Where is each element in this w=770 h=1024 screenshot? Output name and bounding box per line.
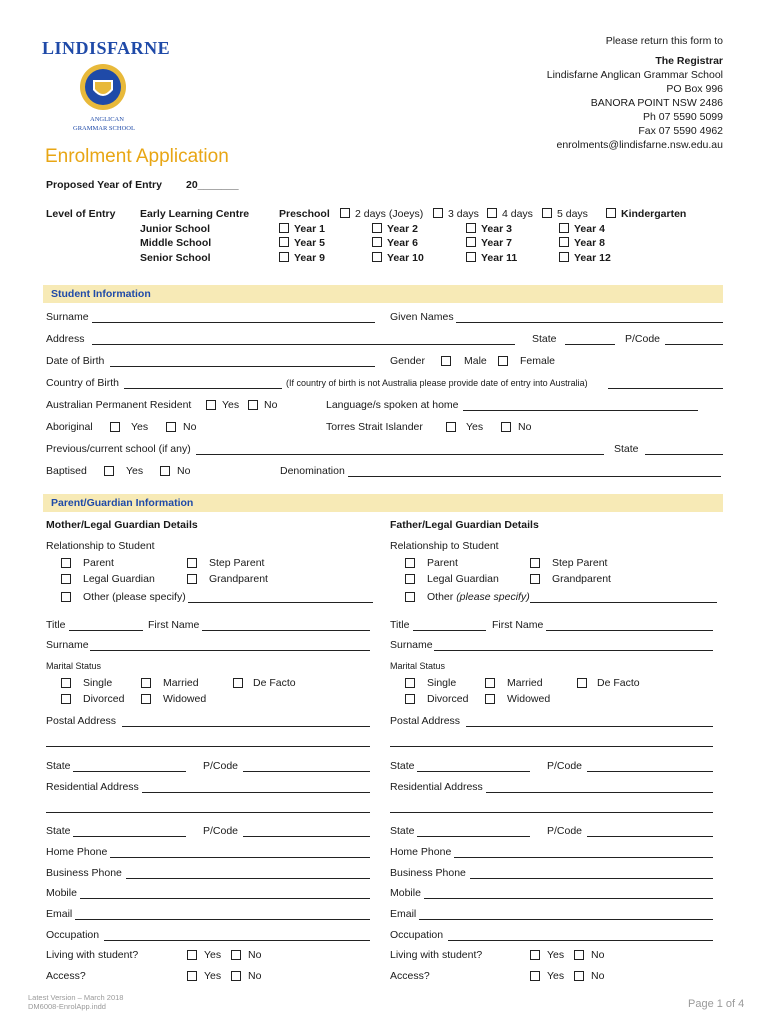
logo-wordmark: LINDISFARNE [42,38,171,58]
checkbox[interactable] [372,252,382,262]
option-year10[interactable] [372,252,424,264]
checkbox[interactable] [466,252,476,262]
option-year6[interactable] [372,237,418,249]
preschool-label: Preschool [279,208,330,220]
father-occupation-field[interactable] [448,940,713,941]
widowed-label: Widowed [163,693,207,705]
surname-label: Surname [46,311,89,323]
pcode-label: P/Code [547,760,583,772]
yes-label: Yes [204,970,222,982]
pcode-label: P/Code [547,825,583,837]
divorced-label: Divorced [427,693,469,705]
torres-label: Torres Strait Islander [326,421,423,433]
option-3days[interactable] [433,208,479,220]
father-first-name-field[interactable] [546,630,713,631]
female-label: Female [520,355,556,367]
no-label: No [264,399,278,411]
logo-sub1: ANGLICAN [90,116,124,123]
section-title: Student Information [51,288,151,300]
language-label: Language/s spoken at home [326,399,459,411]
address-field[interactable] [92,344,515,345]
language-field[interactable] [463,410,698,411]
yes-label: Yes [222,399,240,411]
checkbox[interactable] [542,208,552,218]
mother-heading: Mother/Legal Guardian Details [46,519,198,531]
option-year1[interactable] [279,223,325,235]
option-year2[interactable] [372,223,418,235]
aboriginal-no-checkbox[interactable] [166,422,176,432]
father-widowed-checkbox[interactable] [485,694,495,704]
surname-label: Surname [46,639,89,651]
state-field[interactable] [565,344,615,345]
option-label: Year 6 [387,237,418,249]
mother-occupation-field[interactable] [104,940,370,941]
surname-field[interactable] [92,322,375,323]
option-year4[interactable] [559,223,605,235]
torres-no-checkbox[interactable] [501,422,511,432]
father-divorced-checkbox[interactable] [405,694,415,704]
father-access-yes-checkbox[interactable] [530,971,540,981]
mother-home-phone-field[interactable] [110,857,370,858]
perm-resident-label: Australian Permanent Resident [46,399,192,411]
other-text: Other [427,591,457,603]
no-label: No [591,970,605,982]
level-middle: Middle School [140,237,212,249]
first-name-label: First Name [492,619,544,631]
father-access-no-checkbox[interactable] [574,971,584,981]
student-info-heading [43,285,723,303]
option-year8[interactable] [559,237,605,249]
living-label: Living with student? [390,949,483,961]
option-label: 4 days [502,208,533,220]
business-phone-label: Business Phone [46,867,122,879]
return-note: Please return this form to [605,35,723,47]
married-label: Married [507,677,543,689]
option-label: Year 4 [574,223,605,235]
checkbox[interactable] [372,223,382,233]
occupation-label: Occupation [390,929,444,941]
yes-label: Yes [126,465,144,477]
yes-label: Yes [547,970,565,982]
no-label: No [183,421,197,433]
father-living-no-checkbox[interactable] [574,950,584,960]
email-link[interactable]: enrolments@lindisfarne.nsw.edu.au [556,139,723,151]
recipient: The Registrar [655,55,723,67]
other-italic: (please specify) [456,591,530,603]
gender-label: Gender [390,355,426,367]
mother-access-no-checkbox[interactable] [231,971,241,981]
address-line1: Lindisfarne Anglican Grammar School [546,69,723,81]
father-home-phone-field[interactable] [454,857,713,858]
widowed-label: Widowed [507,693,551,705]
grandparent-label: Grandparent [552,573,611,585]
mother-email-field[interactable] [75,919,370,920]
option-label: Year 8 [574,237,605,249]
mother-step-parent-checkbox[interactable] [187,558,197,568]
other-label: Other (please specify) [83,591,186,603]
father-business-phone-field[interactable] [470,878,713,879]
checkbox[interactable] [466,237,476,247]
logo-sub2: GRAMMAR SCHOOL [73,125,135,132]
option-label: Year 1 [294,223,325,235]
father-pcode2-field[interactable] [587,836,713,837]
year-of-entry-label: Proposed Year of Entry [46,179,162,191]
defacto-label: De Facto [253,677,296,689]
entry-date-field[interactable] [608,388,723,389]
yes-label: Yes [204,949,222,961]
option-5days[interactable] [542,208,588,220]
checkbox[interactable] [340,208,350,218]
male-label: Male [464,355,487,367]
father-living-yes-checkbox[interactable] [530,950,540,960]
marital-label: Marital Status [390,661,446,671]
father-grandparent-checkbox[interactable] [530,574,540,584]
step-parent-label: Step Parent [209,557,265,569]
checkbox[interactable] [372,237,382,247]
baptised-no-checkbox[interactable] [160,466,170,476]
mother-other-field[interactable] [188,602,373,603]
perm-res-no-checkbox[interactable] [248,400,258,410]
father-email-field[interactable] [419,919,713,920]
country-label: Country of Birth [46,377,119,389]
father-legal-guardian-checkbox[interactable] [405,574,415,584]
gender-male-checkbox[interactable] [441,356,451,366]
pcode-label: P/Code [203,825,239,837]
marital-label: Marital Status [46,661,102,671]
title-label: Title [390,619,410,631]
option-year7[interactable] [466,237,512,249]
no-label: No [248,970,262,982]
mother-surname-field[interactable] [90,650,370,651]
denomination-field[interactable] [348,476,721,477]
aboriginal-label: Aboriginal [46,421,93,433]
state-label: State [46,825,71,837]
address-label: Address [46,333,85,345]
first-name-label: First Name [148,619,200,631]
option-label: Year 12 [574,252,611,264]
option-year11[interactable] [466,252,517,264]
parent-info-heading [43,494,723,512]
crest-icon [78,62,128,112]
option-label: Year 11 [481,252,518,264]
pcode-field[interactable] [665,344,723,345]
given-names-label: Given Names [390,311,454,323]
checkbox[interactable] [487,208,497,218]
option-label: Year 7 [481,237,512,249]
father-state2-field[interactable] [417,836,530,837]
option-year3[interactable] [466,223,512,235]
mobile-label: Mobile [46,887,77,899]
mother-business-phone-field[interactable] [126,878,370,879]
mother-divorced-checkbox[interactable] [61,694,71,704]
legal-guardian-label: Legal Guardian [427,573,499,585]
home-phone-label: Home Phone [46,846,108,858]
aboriginal-yes-checkbox[interactable] [110,422,120,432]
email-label: Email [390,908,417,920]
state-label: State [390,760,415,772]
baptised-label: Baptised [46,465,87,477]
fax: Fax 07 5590 4962 [638,125,723,137]
option-year9[interactable] [279,252,325,264]
mother-postal-field[interactable] [122,726,370,727]
option-label: Year 10 [387,252,424,264]
legal-guardian-label: Legal Guardian [83,573,155,585]
page-number: Page 1 of 4 [688,998,745,1010]
option-label: 2 days (Joeys) [355,208,424,220]
checkbox[interactable] [466,223,476,233]
father-residential-field-2[interactable] [390,812,713,813]
defacto-label: De Facto [597,677,640,689]
business-phone-label: Business Phone [390,867,466,879]
option-label: 5 days [557,208,588,220]
section-title: Parent/Guardian Information [51,497,194,509]
father-other-checkbox[interactable] [405,592,415,602]
father-pcode-field[interactable] [587,771,713,772]
father-defacto-checkbox[interactable] [577,678,587,688]
postal-label: Postal Address [46,715,117,727]
surname-label: Surname [390,639,433,651]
address-line3: BANORA POINT NSW 2486 [590,97,723,109]
postal-label: Postal Address [390,715,461,727]
title-label: Title [46,619,66,631]
occupation-label: Occupation [46,929,100,941]
access-label: Access? [390,970,430,982]
prev-school-label: Previous/current school (if any) [46,443,191,455]
mother-state-field[interactable] [73,771,186,772]
married-label: Married [163,677,199,689]
option-year12[interactable] [559,252,611,264]
mother-residential-field-2[interactable] [46,812,370,813]
father-heading: Father/Legal Guardian Details [390,519,539,531]
mother-living-no-checkbox[interactable] [231,950,241,960]
father-married-checkbox[interactable] [485,678,495,688]
dob-field[interactable] [110,366,375,367]
checkbox[interactable] [559,223,569,233]
no-label: No [518,421,532,433]
baptised-yes-checkbox[interactable] [104,466,114,476]
father-parent-checkbox[interactable] [405,558,415,568]
single-label: Single [427,677,457,689]
mother-pcode-field[interactable] [243,771,370,772]
level-senior: Senior School [140,252,211,264]
father-step-parent-checkbox[interactable] [530,558,540,568]
checkbox[interactable] [559,252,569,262]
mother-postal-field-2[interactable] [46,746,370,747]
mother-living-yes-checkbox[interactable] [187,950,197,960]
option-year5[interactable] [279,237,325,249]
checkbox[interactable] [606,208,616,218]
step-parent-label: Step Parent [552,557,608,569]
parent-label: Parent [427,557,458,569]
prev-state-label: State [614,443,639,455]
mother-first-name-field[interactable] [202,630,370,631]
address-line2: PO Box 996 [666,83,723,95]
mother-widowed-checkbox[interactable] [141,694,151,704]
father-title-field[interactable] [413,630,486,631]
pcode-label: P/Code [625,333,661,345]
mother-title-field[interactable] [69,630,143,631]
no-label: No [591,949,605,961]
level-elc: Early Learning Centre [140,208,250,220]
given-names-field[interactable] [456,322,723,323]
checkbox[interactable] [279,223,289,233]
single-label: Single [83,677,113,689]
access-label: Access? [46,970,86,982]
divorced-label: Divorced [83,693,125,705]
footer-version: Latest Version – March 2018 [28,993,124,1002]
grandparent-label: Grandparent [209,573,268,585]
school-logo [40,38,170,138]
phone: Ph 07 5590 5099 [643,111,723,123]
parent-label: Parent [83,557,114,569]
torres-yes-checkbox[interactable] [446,422,456,432]
mother-parent-checkbox[interactable] [61,558,71,568]
mobile-label: Mobile [390,887,421,899]
mother-other-checkbox[interactable] [61,592,71,602]
gender-female-checkbox[interactable] [498,356,508,366]
yes-label: Yes [131,421,149,433]
checkbox[interactable] [279,237,289,247]
mother-residential-field[interactable] [142,792,370,793]
state-label: State [390,825,415,837]
mother-access-yes-checkbox[interactable] [187,971,197,981]
mother-pcode2-field[interactable] [243,836,370,837]
mother-mobile-field[interactable] [80,898,370,899]
father-postal-field-2[interactable] [390,746,713,747]
option-label: Year 3 [481,223,512,235]
living-label: Living with student? [46,949,139,961]
level-junior: Junior School [140,223,211,235]
checkbox[interactable] [433,208,443,218]
option-kindergarten[interactable] [606,208,686,220]
father-surname-field[interactable] [434,650,713,651]
dob-label: Date of Birth [46,355,105,367]
denomination-label: Denomination [280,465,345,477]
option-label: 3 days [448,208,479,220]
prev-school-field[interactable] [196,454,604,455]
no-label: No [248,949,262,961]
footer-doc: DM6008-EnrolApp.indd [28,1002,106,1011]
pcode-label: P/Code [203,760,239,772]
option-4days[interactable] [487,208,533,220]
relationship-label: Relationship to Student [390,540,499,552]
father-mobile-field[interactable] [424,898,713,899]
checkbox[interactable] [559,237,569,247]
mother-grandparent-checkbox[interactable] [187,574,197,584]
option-label: Year 9 [294,252,325,264]
no-label: No [177,465,191,477]
father-other-field[interactable] [530,602,717,603]
email-label: Email [46,908,73,920]
return-address [547,34,723,152]
father-state-field[interactable] [417,771,530,772]
residential-label: Residential Address [46,781,139,793]
state-label: State [532,333,557,345]
residential-label: Residential Address [390,781,483,793]
relationship-label: Relationship to Student [46,540,155,552]
home-phone-label: Home Phone [390,846,452,858]
option-label: Year 2 [387,223,418,235]
level-of-entry-label: Level of Entry [46,208,116,220]
yes-label: Yes [547,949,565,961]
father-single-checkbox[interactable] [405,678,415,688]
father-residential-field[interactable] [486,792,713,793]
country-field[interactable] [124,388,282,389]
mother-state2-field[interactable] [73,836,186,837]
country-note: (If country of birth is not Australia please provide date of entry into Australia) [286,378,588,388]
option-label: Year 5 [294,237,325,249]
mother-legal-guardian-checkbox[interactable] [61,574,71,584]
father-postal-field[interactable] [466,726,713,727]
other-label [427,591,530,603]
yes-label: Yes [466,421,484,433]
year-of-entry-field[interactable]: 20_______ [186,179,239,191]
mother-defacto-checkbox[interactable] [233,678,243,688]
checkbox[interactable] [279,252,289,262]
option-2days[interactable] [340,208,423,220]
page-title: Enrolment Application [45,146,229,167]
option-label: Kindergarten [621,208,687,220]
mother-single-checkbox[interactable] [61,678,71,688]
prev-state-field[interactable] [645,454,723,455]
state-label: State [46,760,71,772]
mother-married-checkbox[interactable] [141,678,151,688]
perm-res-yes-checkbox[interactable] [206,400,216,410]
